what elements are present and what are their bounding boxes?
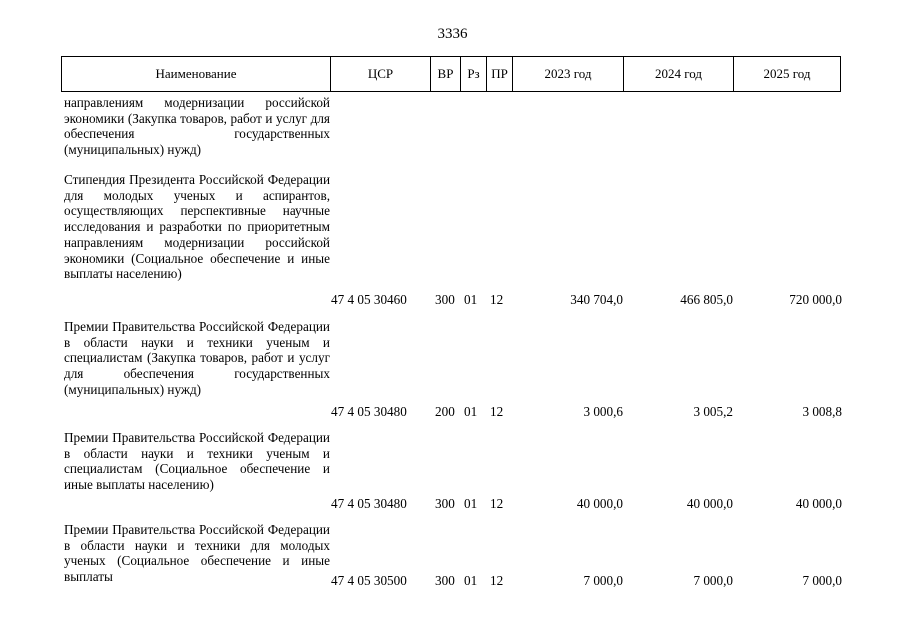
row-3-name: Премии Правительства Российской Федерации в области науки и техники ученым и специалистам (Социальное обеспечение и иные выплаты населению) <box>64 430 330 493</box>
row-1-2024: 466 805,0 <box>680 292 733 307</box>
header-name: Наименование <box>62 57 331 91</box>
row-2-name: Премии Правительства Российской Федерации в области науки и техники ученым и специалистам (Закупка товаров, работ и услуг для обеспечения государственных (муниципальных) нужд) <box>64 319 330 397</box>
row-1-2023: 340 704,0 <box>570 292 623 307</box>
row-2-rz: 01 <box>464 404 478 419</box>
row-2-vr: 200 <box>435 404 455 419</box>
row-4-2024: 7 000,0 <box>693 573 733 588</box>
row-2-2024: 3 005,2 <box>693 404 733 419</box>
row-1-2025: 720 000,0 <box>789 292 842 307</box>
row-4-2023: 7 000,0 <box>583 573 623 588</box>
header-vr: ВР <box>431 57 461 91</box>
row-3-rz: 01 <box>464 496 478 511</box>
row-2-2025: 3 008,8 <box>802 404 842 419</box>
row-3-pr: 12 <box>490 496 504 511</box>
row-2-pr: 12 <box>490 404 504 419</box>
row-4-name: Премии Правительства Российской Федерации в области науки и техники для молодых ученых (Социальное обеспечение и иные выплаты <box>64 522 330 585</box>
row-3-2025: 40 000,0 <box>795 496 842 511</box>
row-4-pr: 12 <box>490 573 504 588</box>
header-2024: 2024 год <box>624 57 734 91</box>
row-0-name: направлениям модернизации российской экономики (Закупка товаров, работ и услуг для обеспечения государственных (муниципальных) нужд) <box>64 95 330 158</box>
row-3-2023: 40 000,0 <box>576 496 623 511</box>
header-rz: Рз <box>461 57 487 91</box>
row-1-rz: 01 <box>464 292 478 307</box>
row-3-2024: 40 000,0 <box>686 496 733 511</box>
row-4-vr: 300 <box>435 573 455 588</box>
row-3-csr: 47 4 05 30480 <box>331 496 407 511</box>
row-2-2023: 3 000,6 <box>583 404 623 419</box>
table-header <box>61 56 841 92</box>
header-2023: 2023 год <box>513 57 624 91</box>
row-4-rz: 01 <box>464 573 478 588</box>
row-2-csr: 47 4 05 30480 <box>331 404 407 419</box>
row-3-vr: 300 <box>435 496 455 511</box>
row-1-vr: 300 <box>435 292 455 307</box>
header-pr: ПР <box>487 57 513 91</box>
row-1-name: Стипендия Президента Российской Федерации для молодых ученых и аспирантов, осуществляющих перспективные научные исследования и разработки по приоритетным направлениям модернизации российской экономики (Социальное обеспечение и иные выплаты населению) <box>64 172 330 282</box>
header-2025: 2025 год <box>763 66 811 81</box>
header-csr: ЦСР <box>331 57 431 91</box>
row-1-csr: 47 4 05 30460 <box>331 292 407 307</box>
page-number: 3336 <box>437 26 468 42</box>
row-4-2025: 7 000,0 <box>802 573 842 588</box>
row-1-pr: 12 <box>490 292 504 307</box>
row-4-csr: 47 4 05 30500 <box>331 573 407 588</box>
